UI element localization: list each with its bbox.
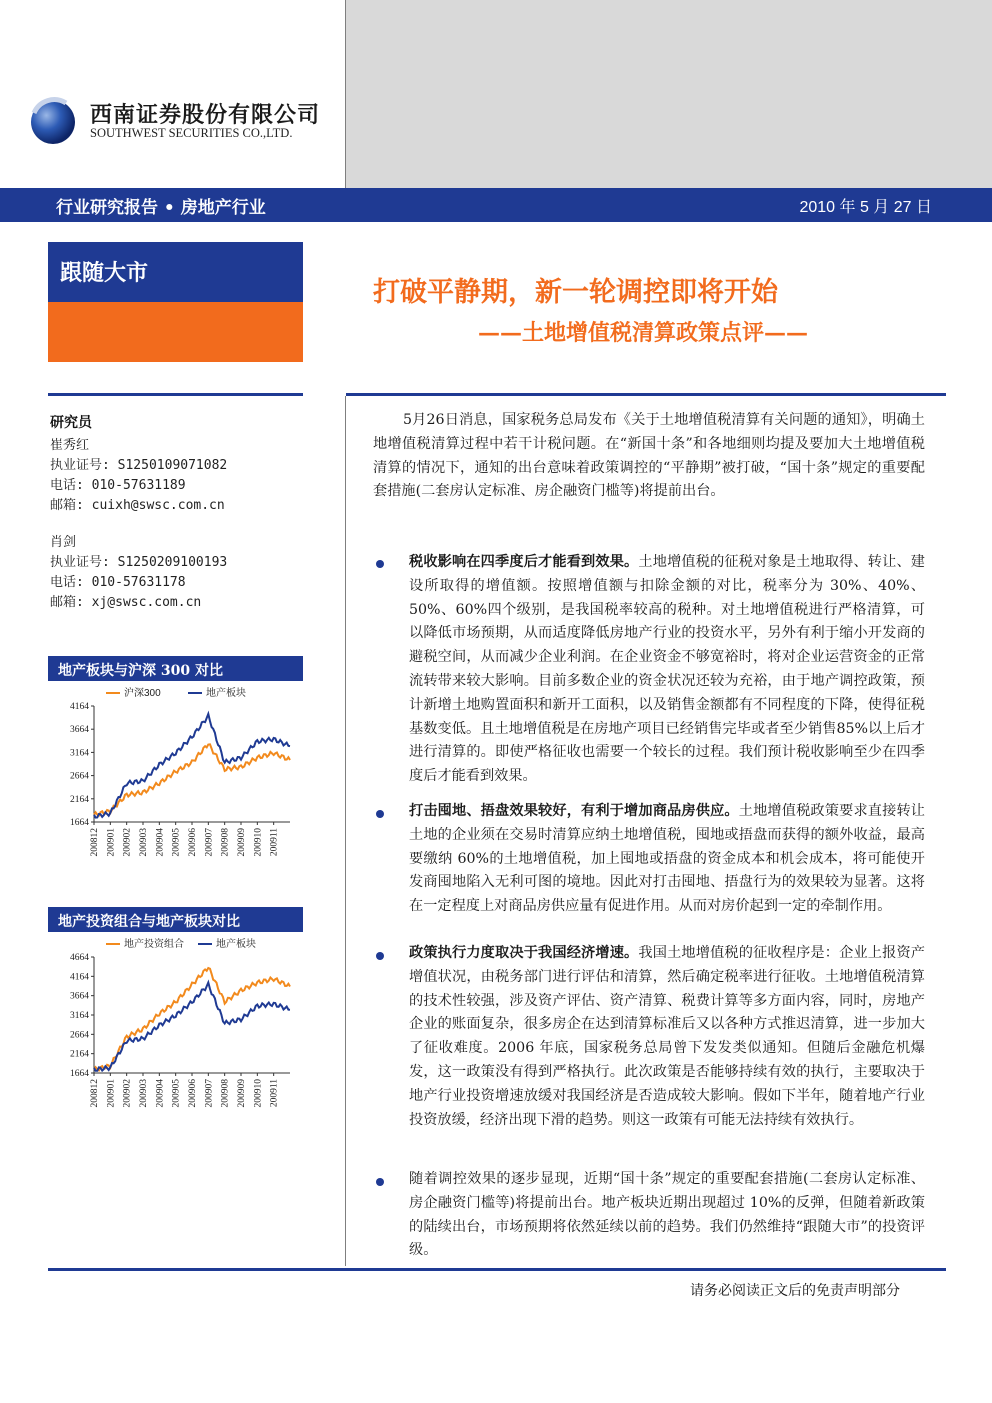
bullet-text: 土地增值税的征税对象是土地取得、转让、建设所取得的增值额。按照增值额与扣除金额的对比，税率分为 30%、40%、50%、60%四个级别，是我国税率较高的税种。对土地增值税进行严格清算，可以降低市场预期，从而适度降低房地产行业的投资水平，另外有利于缩小开发商的避税空间，从而减少企业利润。在企业资金不够宽裕时，将对企业运营资金的正常流转带来较大影响。目前多数企业的资金状况还较为充裕，由于地产调控政策，预计新增土地购置面积和新开工面积，以及销售金额都有不同程度的下降，使得征税基数变低。且土地增值税是在房地产项目已经销售完毕或者至少销售85%以上后才进行清算的。即使严格征收也需要一个较长的过程。我们预计税收影响至少在四季度后才能看到效果。 bbox=[409, 554, 925, 785]
analysts-heading: 研究员 bbox=[50, 415, 92, 431]
analyst-name: 崔秀红 bbox=[50, 438, 90, 453]
column-divider bbox=[345, 396, 346, 1266]
x-tick-label: 200905 bbox=[171, 828, 182, 857]
analyst-phone: 电话: 010-57631189 bbox=[50, 478, 186, 493]
disclaimer-note[interactable]: 请务必阅读正文后的免责声明部分 bbox=[690, 1283, 900, 1299]
bullet-heading: 税收影响在四季度后才能看到效果。 bbox=[409, 554, 639, 570]
analyst-cert: 执业证号: S1250209100193 bbox=[50, 555, 228, 570]
rating-box bbox=[48, 242, 303, 302]
chart2-title-bar bbox=[48, 907, 303, 932]
x-tick-label: 200910 bbox=[253, 828, 264, 857]
x-tick-label: 200909 bbox=[237, 828, 247, 857]
report-date: 2010 年 5 月 27 日 bbox=[799, 199, 932, 216]
intro-paragraph: 5月26日消息，国家税务总局发布《关于土地增值税清算有关问题的通知》，明确土地增值税清算过程中若干计税问题。在“新国十条”和各地细则均提及要加大土地增值税清算的情况下，通知的出台意味着政策调控的“平静期”被打破，“国十条”规定的重要配套措施(二套房认定标准、房企融资门槛等)将提前出台。 bbox=[373, 412, 925, 500]
bullet-paragraph bbox=[409, 1168, 925, 1263]
y-tick-label: 3664 bbox=[70, 991, 89, 1002]
x-tick-label: 200907 bbox=[204, 828, 215, 857]
x-tick-label: 200812 bbox=[90, 1079, 100, 1108]
y-tick-label: 4664 bbox=[70, 953, 89, 963]
bullet-heading: 打击囤地、捂盘效果较好，有利于增加商品房供应。 bbox=[409, 803, 739, 819]
footer-rule bbox=[48, 1268, 946, 1271]
y-tick-label: 2664 bbox=[70, 771, 89, 782]
analyst-email[interactable]: 邮箱: cuixh@swsc.com.cn bbox=[50, 498, 225, 513]
bullet-text: 土地增值税政策要求直接转让土地的企业须在交易时清算应纳土地增值税，囤地或捂盘而获得的额外收益，最高要缴纳 60%的土地增值税，加上囤地或捂盘的资金成本和机会成本，将可能使开发商囤地陷入无利可图的境地。因此对打击囤地、捂盘行为的效果较为显著。这将在一定程度上对商品房供应量有促进作用。从而对房价起到一定的牵制作用。 bbox=[409, 803, 925, 915]
rating-accent-box bbox=[48, 302, 303, 362]
report-title: 打破平静期，新一轮调控即将开始 bbox=[373, 277, 778, 308]
report-type-bar bbox=[0, 188, 992, 222]
y-tick-label: 2164 bbox=[70, 1049, 89, 1060]
x-tick-label: 200909 bbox=[237, 1079, 247, 1108]
y-tick-label: 2164 bbox=[70, 794, 89, 805]
company-logo-icon bbox=[26, 95, 80, 149]
chart1-title: 地产板块与沪深 300 对比 bbox=[58, 663, 223, 679]
report-type: 行业研究报告 • 房地产行业 bbox=[56, 198, 266, 218]
analyst-name: 肖剑 bbox=[50, 535, 77, 550]
x-tick-label: 200911 bbox=[269, 1079, 280, 1108]
chart2-title: 地产投资组合与地产板块对比 bbox=[58, 914, 240, 930]
x-tick-label: 200812 bbox=[90, 828, 100, 857]
left-column-rule bbox=[48, 393, 303, 396]
company-name-cn: 西南证券股份有限公司 bbox=[90, 102, 321, 128]
x-tick-label: 200901 bbox=[106, 828, 117, 857]
x-tick-label: 200904 bbox=[155, 1079, 166, 1108]
y-tick-label: 4164 bbox=[70, 702, 89, 712]
main-column-rule bbox=[346, 393, 946, 396]
y-tick-label: 3164 bbox=[70, 1011, 89, 1021]
chart1-title-bar bbox=[48, 656, 303, 681]
legend-label: 沪深300 bbox=[124, 688, 161, 699]
y-tick-label: 3664 bbox=[70, 725, 89, 736]
bullet-paragraph bbox=[409, 800, 925, 919]
x-tick-label: 200910 bbox=[253, 1079, 264, 1108]
x-tick-label: 200901 bbox=[106, 1079, 117, 1108]
analyst-email[interactable]: 邮箱: xj@swsc.com.cn bbox=[50, 595, 202, 610]
bullet-heading: 政策执行力度取决于我国经济增速。 bbox=[409, 945, 639, 961]
bullet-icon bbox=[376, 810, 384, 818]
bullet-paragraph bbox=[409, 942, 925, 1132]
x-tick-label: 200908 bbox=[220, 828, 231, 857]
bullet-icon bbox=[376, 1178, 384, 1186]
rating-label: 跟随大市 bbox=[60, 260, 149, 286]
y-tick-label: 3164 bbox=[70, 748, 89, 759]
series-line bbox=[94, 983, 290, 1071]
legend-label: 地产投资组合 bbox=[124, 939, 184, 950]
series-line bbox=[94, 968, 290, 1070]
analyst-cert: 执业证号: S1250109071082 bbox=[50, 458, 228, 473]
bullet-text: 随着调控效果的逐步显现，近期“国十条”规定的重要配套措施(二套房认定标准、房企融资门槛等)将提前出台。地产板块近期出现超过 10%的反弹，但随着新政策的陆续出台，市场预期将依然延续以前的趋势。我们仍然维持“跟随大市”的投资评级。 bbox=[409, 1171, 925, 1259]
y-tick-label: 2664 bbox=[70, 1030, 89, 1041]
x-tick-label: 200903 bbox=[139, 1079, 149, 1108]
chart1-svg bbox=[50, 684, 303, 869]
x-tick-label: 200905 bbox=[171, 1079, 182, 1108]
x-tick-label: 200904 bbox=[155, 828, 166, 857]
x-tick-label: 200906 bbox=[188, 1079, 198, 1108]
y-tick-label: 1664 bbox=[70, 818, 89, 828]
report-subtitle: ——土地增值税清算政策点评—— bbox=[478, 320, 809, 346]
legend-label: 地产板块 bbox=[206, 688, 246, 699]
x-tick-label: 200903 bbox=[139, 828, 149, 857]
y-tick-label: 4164 bbox=[70, 972, 89, 983]
series-line bbox=[94, 744, 290, 815]
chart2-svg bbox=[50, 935, 303, 1125]
x-tick-label: 200902 bbox=[122, 1079, 133, 1108]
x-tick-label: 200907 bbox=[204, 1079, 215, 1108]
x-tick-label: 200911 bbox=[269, 828, 280, 857]
header-divider bbox=[345, 0, 346, 188]
company-name-en: SOUTHWEST SECURITIES CO.,LTD. bbox=[90, 126, 293, 140]
x-tick-label: 200908 bbox=[220, 1079, 231, 1108]
bullet-icon bbox=[376, 560, 384, 568]
header-grey-panel bbox=[346, 0, 992, 188]
bullet-paragraph bbox=[409, 551, 925, 789]
y-tick-label: 1664 bbox=[70, 1069, 89, 1079]
legend-label: 地产板块 bbox=[216, 939, 256, 950]
x-tick-label: 200902 bbox=[122, 828, 133, 857]
x-tick-label: 200906 bbox=[188, 828, 198, 857]
bullet-icon bbox=[376, 952, 384, 960]
analyst-phone: 电话: 010-57631178 bbox=[50, 575, 186, 590]
bullet-text: 我国土地增值税的征收程序是：企业上报资产增值状况，由税务部门进行评估和清算，然后确定税率进行征收。土地增值税清算的技术性较强，涉及资产评估、资产清算、税费计算等多方面内容，同时，房地产企业的账面复杂，很多房企在达到清算标准后又以各种方式推迟清算，进一步加大了征收难度。2006 年底，国家税务总局曾下发发类似通知。但随后金融危机爆发，这一政策没有得到严格执行。此次政策是否能够持续有效的执行，主要取决于地产行业投资增速放缓对我国经济是否造成较大影响。假如下半年，随着地产行业投资放缓，经济出现下滑的趋势。则这一政策有可能无法持续有效执行。 bbox=[409, 945, 925, 1128]
series-line bbox=[94, 714, 290, 818]
